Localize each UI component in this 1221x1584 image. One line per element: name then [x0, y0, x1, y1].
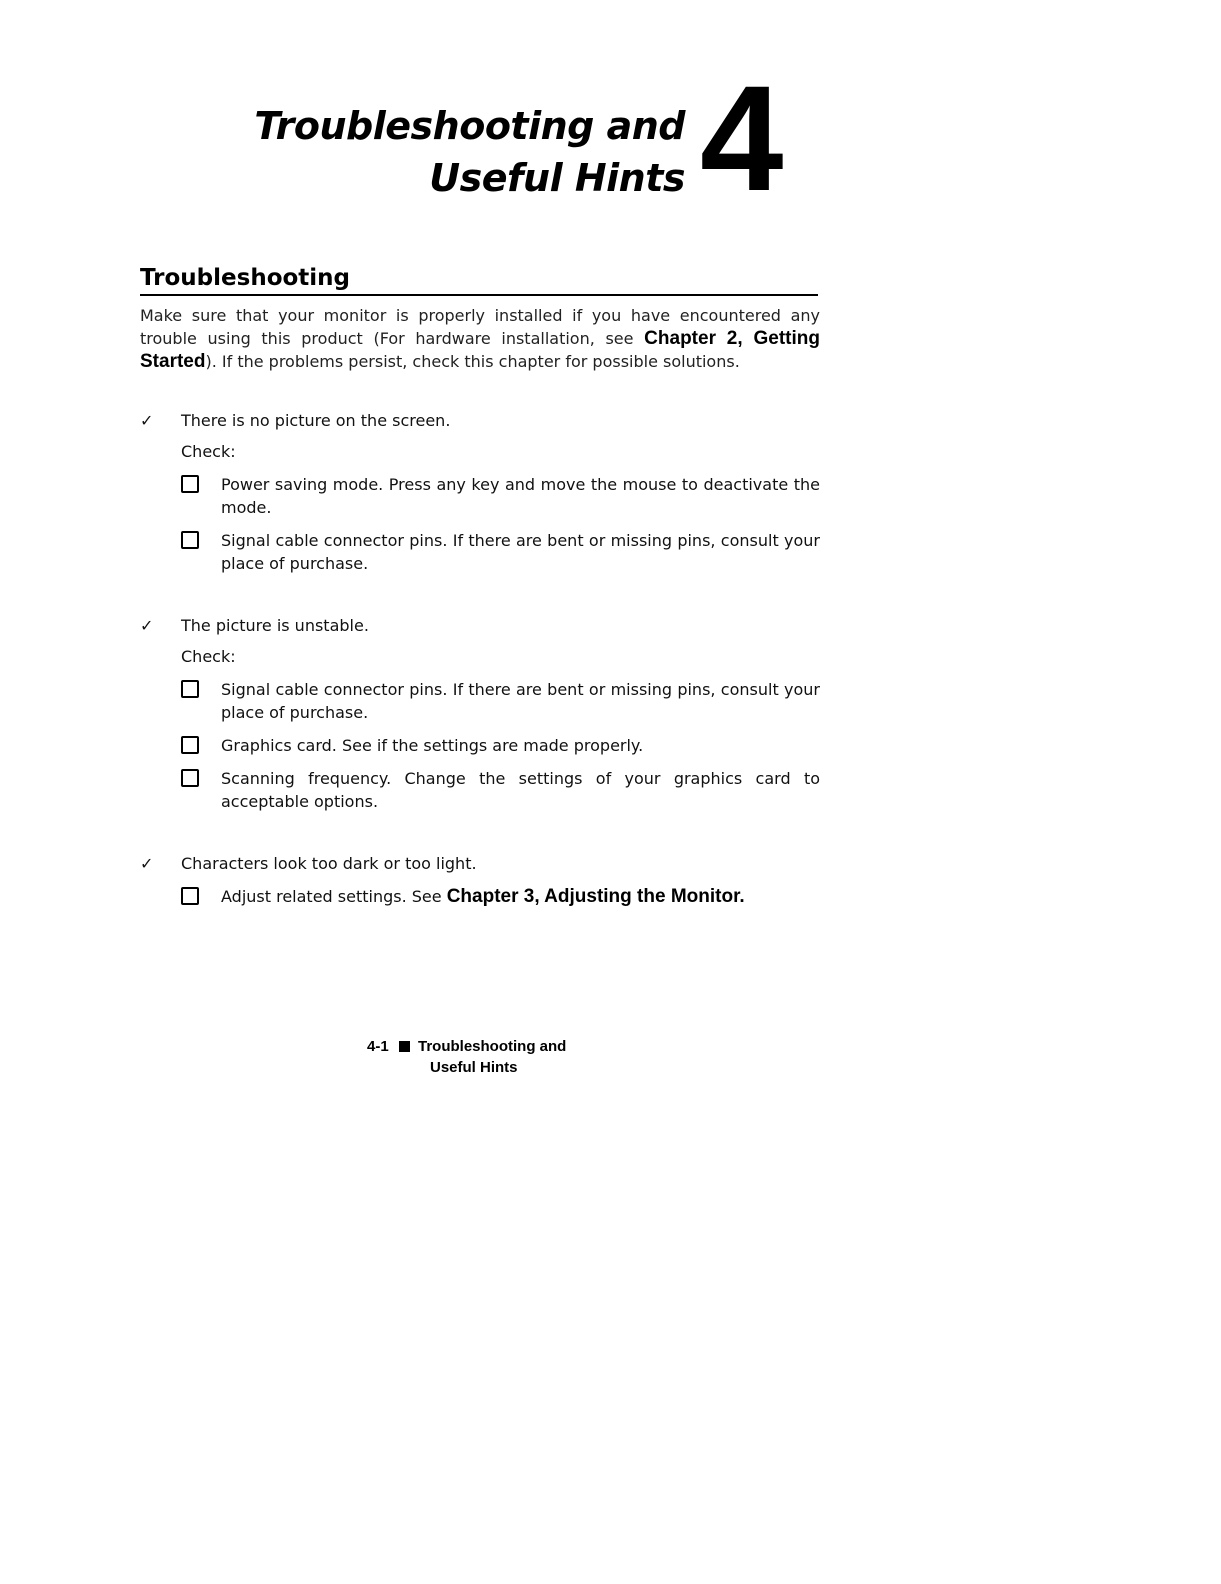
checkbox-icon — [181, 531, 199, 549]
problem-unstable-picture — [140, 614, 820, 813]
chapter-ref: Chapter 3, Adjusting the Monitor. — [446, 886, 745, 907]
check-mark-icon: ✓ — [140, 616, 154, 635]
checklist-item-text: Power saving mode. Press any key and move the mouse to deactivate the mode. — [221, 475, 820, 517]
problem-characters-brightness — [140, 852, 820, 908]
problem-title: Characters look too dark or too light. — [181, 854, 477, 873]
chapter-title-line2: Useful Hints — [429, 156, 685, 200]
intro-text-a: Make sure that your monitor is properly installed if you have encountered any trouble using this product (For hardware installation, see — [140, 306, 820, 348]
check-label: Check: — [181, 442, 236, 461]
checklist-item — [140, 678, 820, 724]
checkbox-icon — [181, 887, 199, 905]
intro-chapter-ref: Chapter 2, Getting Started — [140, 328, 821, 372]
checkbox-icon — [181, 680, 199, 698]
checklist-item — [140, 767, 820, 813]
footer-title-line2: Useful Hints — [430, 1059, 518, 1076]
checkbox-icon — [181, 475, 199, 493]
square-bullet-icon — [399, 1041, 410, 1052]
problem-title-line — [140, 614, 820, 637]
problem-title: The picture is unstable. — [181, 616, 369, 635]
intro-paragraph — [140, 304, 820, 373]
checklist-item-text: Adjust related settings. See — [221, 887, 447, 906]
checklist-item-text: Scanning frequency. Change the settings of your graphics card to acceptable options. — [221, 769, 820, 811]
checklist-item — [140, 529, 820, 575]
check-mark-icon: ✓ — [140, 854, 154, 873]
checklist-item-text: Graphics card. See if the settings are made properly. — [221, 736, 644, 755]
problem-no-picture — [140, 409, 820, 575]
checkbox-icon — [181, 736, 199, 754]
checklist-item — [140, 473, 820, 519]
intro-text-b: ). If the problems persist, check this chapter for possible solutions. — [205, 352, 740, 371]
checklist-item — [140, 734, 820, 757]
check-mark-icon: ✓ — [140, 411, 154, 430]
checklist-item-text: Signal cable connector pins. If there are bent or missing pins, consult your place of purchase. — [221, 680, 820, 722]
checklist-item — [140, 885, 820, 908]
checklist-item-text: Signal cable connector pins. If there are bent or missing pins, consult your place of purchase. — [221, 531, 820, 573]
section-heading: Troubleshooting — [140, 263, 818, 296]
chapter-number: 4 — [700, 54, 784, 222]
page-number: 4-1 — [367, 1038, 389, 1055]
problem-title-line — [140, 409, 820, 432]
checkbox-icon — [181, 769, 199, 787]
problem-title: There is no picture on the screen. — [181, 411, 451, 430]
chapter-title — [254, 100, 685, 204]
footer-title-line1: Troubleshooting and — [418, 1038, 567, 1055]
page-footer — [367, 1036, 627, 1078]
check-label: Check: — [181, 647, 236, 666]
chapter-title-line1: Troubleshooting and — [254, 104, 685, 148]
problem-title-line — [140, 852, 820, 875]
